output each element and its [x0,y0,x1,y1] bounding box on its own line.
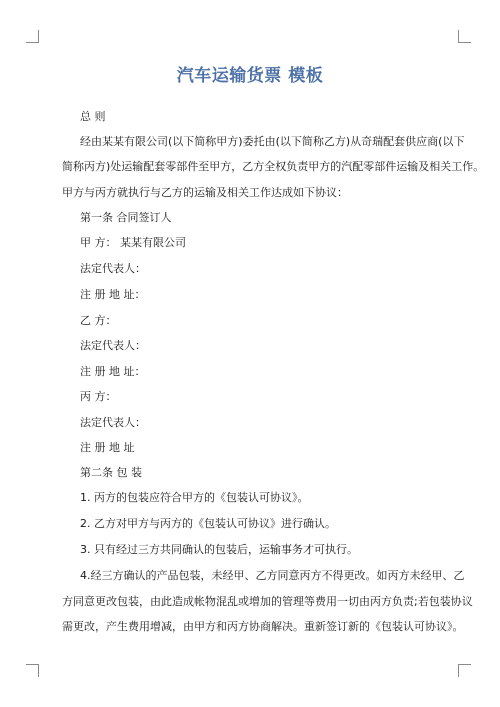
list-item: 1. 丙方的包装应符合甲方的《包装认可协议》。 [80,491,309,504]
party-b-address: 注 册 地 址： [80,365,146,378]
article-heading: 第二条 包 装 [80,466,142,479]
crop-mark-bottom-right [458,664,471,677]
paragraph-line: 甲方与丙方就执行与乙方的运输及相关工作达成如下协议： [62,186,348,199]
list-item: 4.经三方确认的产品包装，未经甲、乙方同意丙方不得更改。如丙方未经甲、乙 [80,569,465,582]
list-item: 3. 只有经过三方共同确认的包装后，运输事务才可执行。 [80,543,358,556]
party-c-legal-rep: 法定代表人： [80,416,146,429]
crop-mark-top-left [26,30,39,43]
party-b-legal-rep: 法定代表人： [80,339,146,352]
party-a-address: 注 册 地 址： [80,288,146,301]
section-heading-general: 总 则 [80,110,106,123]
crop-mark-top-right [458,30,471,43]
article-heading: 第一条 合同签订人 [80,211,172,224]
list-item: 2. 乙方对甲方与丙方的《包装认可协议》进行确认。 [80,517,336,530]
party-a-legal-rep: 法定代表人： [80,262,146,275]
party-b-name: 乙 方： [80,314,117,327]
crop-mark-bottom-left [26,664,39,677]
party-a-name: 甲 方： 某某有限公司 [80,236,186,249]
paragraph-line: 简称丙方)处运输配套零部件至甲方，乙方全权负责甲方的汽配零部件运输及相关工作。 [62,160,485,173]
party-c-address: 注 册 地 址 [80,441,135,454]
paragraph-line: 需更改，产生费用增减，由甲方和丙方协商解决。重新签订新的《包装认可协议》。 [62,620,464,633]
document-title: 汽车运输货票 模板 [176,66,324,86]
paragraph-line: 方同意更改包装，由此造成帐物混乱或增加的管理等费用一切由丙方负责;若包装协议 [62,595,473,608]
party-c-name: 丙 方： [80,390,117,403]
paragraph-line: 经由某某有限公司(以下简称甲方)委托由(以下简称乙方)从奇瑞配套供应商(以下 [80,135,465,148]
